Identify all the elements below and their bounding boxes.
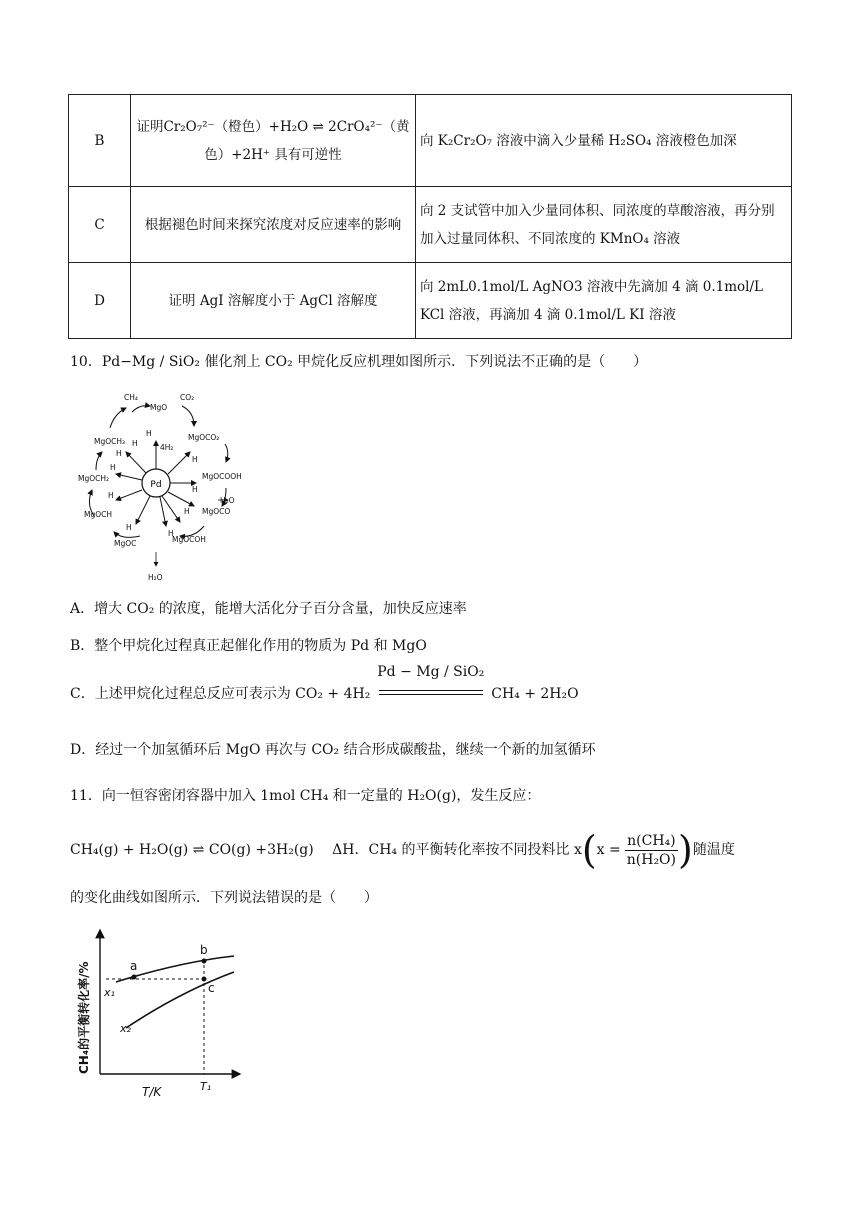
h-label: H: [192, 485, 198, 494]
equation-tail: 随温度: [692, 842, 735, 858]
diagram-node: MgOC: [114, 539, 137, 548]
diagram-node: MgOCO: [202, 507, 231, 516]
table-row: [69, 263, 792, 339]
reaction-equation: CH₄(g) + H₂O(g) ⇌ CO(g) +3H₂(g) ΔH．CH₄ 的平衡转化率按不同投料比 x: [70, 842, 582, 858]
label-b: b: [200, 943, 208, 957]
diagram-node: CH₄: [124, 393, 138, 402]
diagram-node: MgOCH₃: [94, 437, 126, 446]
h-label: H: [168, 529, 174, 538]
purpose-equation: Cr₂O₇²⁻（橙色）+H₂O ⇌ 2CrO₄²⁻（黄: [163, 118, 410, 135]
h-label: H: [110, 463, 116, 472]
conversion-chart: [70, 924, 250, 1104]
diagram-node: CO₂: [180, 393, 195, 402]
diagram-node: MgOCH₂: [78, 474, 110, 483]
experiment-table: [68, 94, 792, 339]
row-label: D: [69, 263, 131, 339]
h-label: H: [146, 429, 152, 438]
option-c-suffix: CH₄ + 2H₂O: [491, 686, 579, 702]
catalyst-equals: [375, 664, 487, 704]
label-c: c: [208, 981, 215, 995]
h-label: H: [126, 523, 132, 532]
q11-equation-line: [70, 826, 735, 874]
y-axis-label: CH₄的平衡转化率/%: [77, 961, 91, 1074]
paren-close: ): [678, 828, 693, 872]
label-x2: x₂: [120, 1022, 131, 1035]
x-axis-label: T/K: [142, 1085, 162, 1099]
h-label: H: [184, 507, 190, 516]
row-operation: 向 K₂Cr₂O₇ 溶液中滴入少量稀 H₂SO₄ 溶液橙色加深: [416, 95, 792, 187]
h-label: H: [192, 455, 198, 464]
row-operation: 向 2mL0.1mol/L AgNO3 溶液中先滴加 4 滴 0.1mol/L KCl 溶液，再滴加 4 滴 0.1mol/L KI 溶液: [416, 263, 792, 339]
water-label: H₂O: [148, 573, 163, 582]
point-b: [202, 959, 207, 964]
row-label: B: [69, 95, 131, 187]
label-a: a: [130, 959, 138, 973]
feed-ratio-fraction: [625, 832, 678, 869]
diagram-node: MgO: [150, 403, 168, 412]
row-operation: 向 2 支试管中加入少量同体积、同浓度的草酸溶液，再分别加入过量同体积、不同浓度的 KMnO₄ 溶液: [416, 187, 792, 263]
fraction-numerator: n(CH₄): [625, 832, 678, 851]
q10-option-a: A．增大 CO₂ 的浓度，能增大活化分子百分含量，加快反应速率: [70, 601, 467, 617]
curve-x2: [126, 972, 234, 1028]
h-label: H: [132, 439, 138, 448]
label-x1: x₁: [104, 986, 115, 999]
fraction-lhs: x =: [596, 842, 621, 858]
fraction-denominator: n(H₂O): [626, 851, 676, 868]
q10-option-d: D．经过一个加氢循环后 MgO 再次与 CO₂ 结合形成碳酸盐，继续一个新的加氢循环: [70, 742, 596, 758]
purpose-tail: 色）+2H⁺ 具有可逆性: [204, 146, 342, 163]
purpose-prefix: 证明: [136, 118, 164, 135]
q10-option-b: B．整个甲烷化过程真正起催化作用的物质为 Pd 和 MgO: [70, 638, 427, 654]
h-label: H: [116, 449, 122, 458]
question-11-stem: 11．向一恒容密闭容器中加入 1mol CH₄ 和一定量的 H₂O(g)，发生反应：: [70, 788, 541, 804]
table-row: [69, 187, 792, 263]
h-label: H: [108, 491, 114, 500]
question-11-stem-2: 的变化曲线如图所示．下列说法错误的是（ ）: [70, 890, 378, 906]
catalytic-cycle-diagram: [70, 386, 250, 586]
diagram-node: MgOCH: [84, 510, 113, 519]
option-c-prefix: C．上述甲烷化过程总反应可表示为 CO₂ + 4H₂: [70, 686, 371, 702]
h-label: 4H₂: [160, 443, 174, 452]
point-c: [202, 977, 207, 982]
tick-t1: T₁: [200, 1080, 212, 1093]
q10-option-c: [70, 664, 579, 704]
diagram-node: MgOCO₂: [188, 433, 220, 442]
diagram-node: MgOCOH: [172, 535, 206, 544]
table-row: [69, 95, 792, 187]
center-label: Pd: [150, 480, 162, 490]
catalyst-label: Pd − Mg / SiO₂: [377, 664, 485, 680]
paren-open: (: [581, 828, 597, 872]
row-label: C: [69, 187, 131, 263]
diagram-node: MgOCOOH: [202, 472, 242, 481]
question-10-stem: 10．Pd−Mg / SiO₂ 催化剂上 CO₂ 甲烷化反应机理如图所示．下列说法不正确的是（ ）: [70, 354, 648, 370]
row-purpose: 证明 AgI 溶解度小于 AgCl 溶解度: [131, 263, 416, 339]
point-a: [132, 975, 137, 980]
row-purpose: [131, 95, 416, 187]
row-purpose: 根据褪色时间来探究浓度对反应速率的影响: [131, 187, 416, 263]
water-label: H₂O: [220, 496, 235, 505]
